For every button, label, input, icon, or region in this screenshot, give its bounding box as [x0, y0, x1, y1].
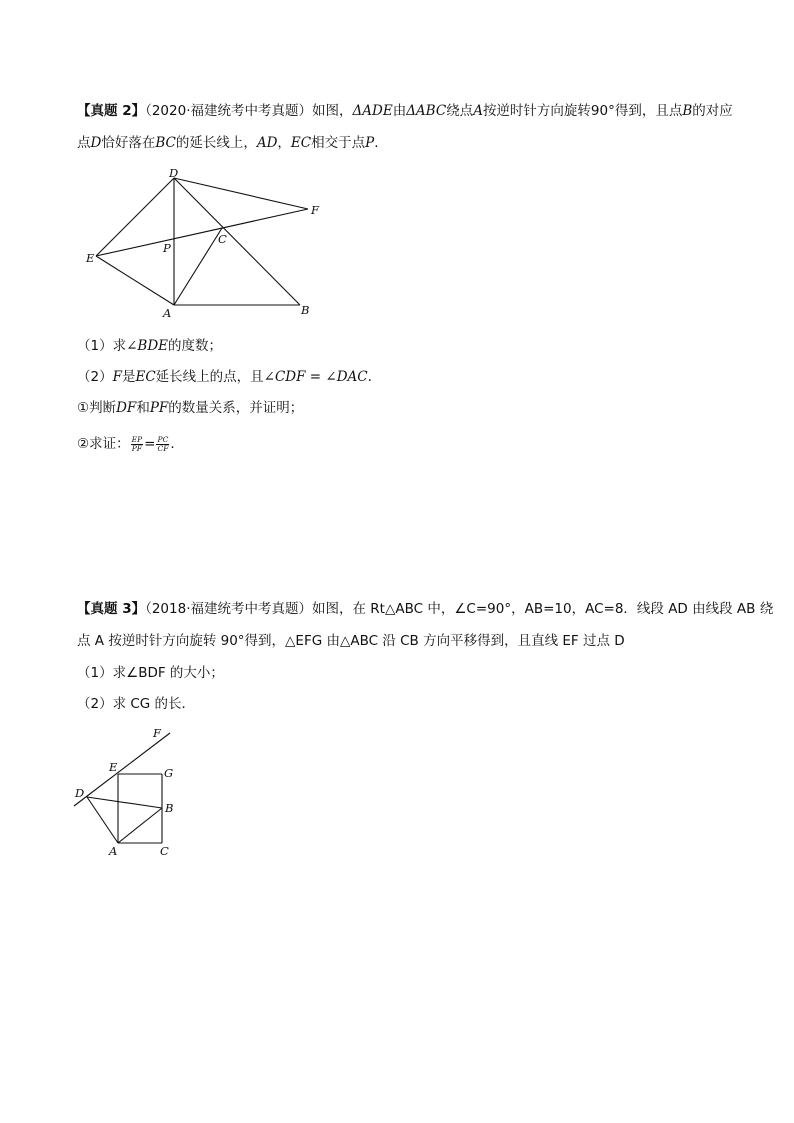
- text: 由: [392, 103, 407, 119]
- text: （1）求∠BDF 的大小；: [77, 665, 224, 681]
- label-E: E: [86, 251, 95, 265]
- problem3-q1: [77, 663, 224, 683]
- text: 延长线上的点，且: [155, 369, 264, 385]
- text: 和: [136, 400, 150, 416]
- math: BC: [155, 135, 176, 151]
- math: F: [112, 369, 122, 385]
- segment-EF: [96, 209, 308, 256]
- problem3-line1: [77, 599, 773, 619]
- numerator: EP: [131, 434, 143, 444]
- text: （2）求 CG 的长．: [77, 696, 196, 712]
- problem3-figure: [68, 725, 188, 865]
- math: ΔADE: [352, 103, 393, 119]
- label-D: D: [75, 786, 85, 800]
- text: 恰好落在: [101, 135, 156, 151]
- text: .: [170, 436, 175, 452]
- denominator: CF: [157, 443, 169, 453]
- math: ΔABC: [406, 103, 447, 119]
- text: （2）: [77, 369, 113, 385]
- label-C: C: [218, 232, 227, 246]
- math: EC: [135, 369, 156, 385]
- text: 相交于点: [311, 135, 366, 151]
- numerator: PC: [157, 434, 169, 444]
- text: 的度数；: [168, 338, 223, 354]
- math: ∠CDF = ∠DAC: [263, 369, 368, 385]
- math: B: [682, 103, 693, 119]
- text: 是: [121, 369, 136, 385]
- label-E: E: [109, 760, 118, 774]
- text: ②求证：: [77, 436, 130, 452]
- label-G: G: [164, 766, 174, 780]
- text: ，: [277, 135, 291, 151]
- line-EF: [74, 733, 170, 806]
- text: 点 A 按逆时针方向旋转 90°得到，△EFG 由△ABC 沿 CB 方向平移得到，且直线 EF 过点 D: [77, 633, 625, 649]
- math: ∠BDE: [126, 338, 169, 354]
- segment-AB: [118, 808, 162, 843]
- text: 绕点: [446, 103, 474, 119]
- math: D: [90, 135, 102, 151]
- label-P: P: [163, 241, 171, 255]
- segment-DA: [87, 797, 118, 843]
- problem2-q2: [77, 367, 372, 387]
- text: .: [367, 369, 372, 385]
- denominator: PF: [131, 443, 142, 453]
- problem2-tag: 【真题 2】: [77, 103, 146, 119]
- problem2-q3: [77, 398, 303, 418]
- segment-DF: [174, 178, 308, 209]
- problem3-q2: [77, 694, 195, 714]
- problem2-q4: [77, 434, 175, 454]
- problem3-line2: [77, 631, 625, 651]
- label-F: F: [311, 203, 319, 217]
- label-B: B: [301, 303, 310, 317]
- segment-AC: [174, 228, 222, 305]
- text: 点: [77, 135, 91, 151]
- text: .: [374, 135, 379, 151]
- text: 如图，在 Rt△ABC 中，∠C=90°，AB=10，AC=8．线段 AD 由线段 AB 绕: [312, 601, 774, 617]
- text: （1）求: [77, 338, 127, 354]
- math: A: [473, 103, 483, 119]
- label-A: A: [109, 844, 118, 858]
- math: EC: [290, 135, 312, 151]
- text: 的延长线上，: [175, 135, 257, 151]
- label-B: B: [165, 801, 174, 815]
- problem3-source: （2018·福建统考中考真题）: [145, 601, 312, 617]
- problem3-tag: 【真题 3】: [77, 601, 146, 617]
- problem2-q1: [77, 336, 222, 356]
- equals: =: [144, 436, 156, 452]
- label-A: A: [163, 306, 172, 320]
- text: 按逆时针方向旋转90°得到，且点: [482, 103, 683, 119]
- math: P: [365, 135, 375, 151]
- fraction-PC-CF: [156, 436, 169, 453]
- text: 如图，: [312, 103, 353, 119]
- text: 的对应: [692, 103, 733, 119]
- segment-DB: [174, 178, 300, 305]
- math: AD: [256, 135, 278, 151]
- segment-EA: [96, 256, 174, 305]
- label-F: F: [153, 726, 161, 740]
- label-D: D: [169, 166, 179, 180]
- segment-DB: [87, 797, 162, 808]
- label-C: C: [160, 844, 169, 858]
- problem2-source: （2020·福建统考中考真题）: [145, 103, 312, 119]
- problem2-line1: [77, 101, 733, 121]
- text: ①判断: [77, 400, 117, 416]
- math: PF: [149, 400, 169, 416]
- problem2-line2: [77, 133, 379, 153]
- math: DF: [116, 400, 137, 416]
- text: 的数量关系，并证明；: [168, 400, 304, 416]
- fraction-EP-PF: [131, 436, 144, 453]
- problem2-figure: [80, 165, 340, 325]
